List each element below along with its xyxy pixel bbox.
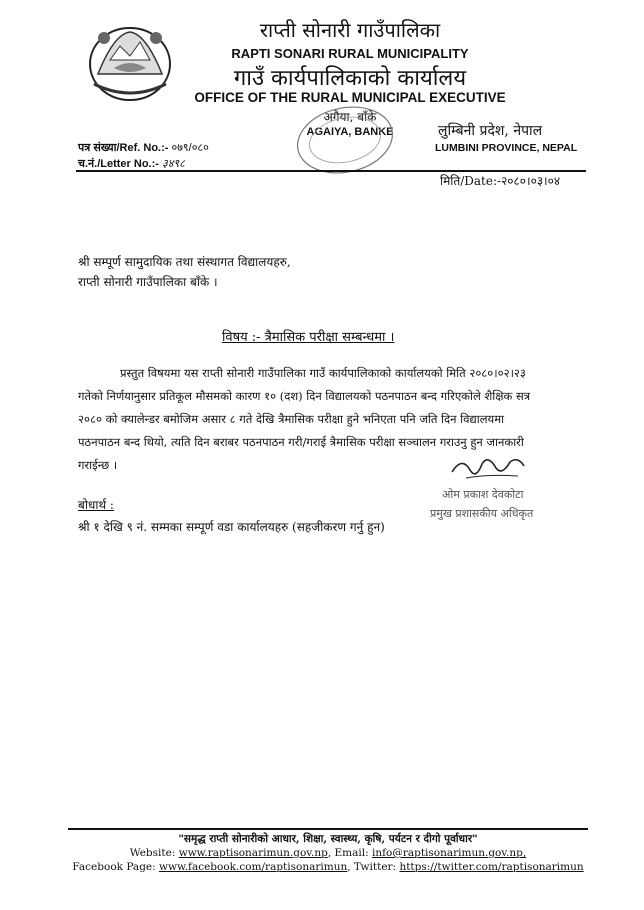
- ref-value: ०७९/०८०: [171, 142, 209, 154]
- letter-label: च.नं./Letter No.:-: [78, 158, 159, 170]
- cc-label: बोधार्थ :: [78, 498, 114, 512]
- office-name-np: गाउँ कार्यपालिकाको कार्यालय: [233, 66, 467, 91]
- signatory-name: ओम प्रकाश देवकोटा: [442, 488, 524, 501]
- ref-label: पत्र संख्या/Ref. No.:-: [78, 142, 169, 154]
- footer-slogan: "समृद्ध राप्ती सोनारीको आधार, शिक्षा, स्वास्थ्य, कृषि, पर्यटन र दीगो पूर्वाधार": [178, 833, 478, 845]
- body-line: प्रस्तुत विषयमा यस राप्ती सोनारी गाउँपालिका गाउँ कार्यपालिकाको कार्यालयको मिति २०८०।०२।२३: [120, 366, 526, 380]
- address-en: AGAIYA, BANKE: [306, 126, 394, 138]
- municipality-name-en: RAPTI SONARI RURAL MUNICIPALITY: [231, 46, 469, 61]
- signatory-title: प्रमुख प्रशासकीय अधिकृत: [430, 507, 534, 520]
- website-label: Website:: [129, 847, 179, 859]
- footer-divider: [68, 828, 588, 830]
- website-link[interactable]: www.raptisonarimun.gov.np: [178, 847, 328, 859]
- province-np: लुम्बिनी प्रदेश, नेपाल: [438, 123, 543, 139]
- email-link[interactable]: info@raptisonarimun.gov.np,: [371, 847, 527, 859]
- recipient-line-2: राप्ती सोनारी गाउँपालिका बाँके ।: [78, 275, 218, 289]
- ref-number: [78, 140, 209, 155]
- facebook-link[interactable]: www.facebook.com/raptisonarimun: [159, 861, 348, 873]
- address-np: अगैया, बाँके: [323, 110, 377, 124]
- office-name-en: OFFICE OF THE RURAL MUNICIPAL EXECUTIVE: [194, 90, 506, 105]
- body-line: पठनपाठन बन्द थियो, त्यति दिन बराबर पठनपाठन गरी/गराई त्रैमासिक परीक्षा सञ्चालन गराउनु हुन जानकारी: [78, 435, 524, 449]
- letter-subject: विषय :- त्रैमासिक परीक्षा सम्बन्धमा ।: [222, 330, 395, 345]
- letter-value: ३४९८: [161, 158, 185, 170]
- nepal-emblem-icon: [84, 14, 176, 106]
- letter-number: [78, 156, 185, 171]
- footer-social: [68, 861, 588, 873]
- recipient-line-1: श्री सम्पूर्ण सामुदायिक तथा संस्थागत विद्यालयहरु,: [78, 255, 291, 269]
- letter-date: मिति/Date:-२०८०।०३।०४: [440, 174, 561, 188]
- body-line: २०८० को क्यालेन्डर बमोजिम असार ८ गते देखि त्रैमासिक परीक्षा हुने भनिएता पनि जति दिन विद्यालयमा: [78, 412, 505, 426]
- body-line: गराईन्छ ।: [78, 458, 118, 472]
- cc-recipients: श्री १ देखि ९ नं. सम्मका सम्पूर्ण वडा कार्यालयहरु (सहजीकरण गर्नु हुन): [78, 520, 385, 534]
- email-label: , Email:: [327, 847, 372, 859]
- signature-icon: [448, 450, 528, 486]
- twitter-link[interactable]: https://twitter.com/raptisonarimun: [399, 861, 584, 873]
- twitter-label: , Twitter:: [347, 861, 400, 873]
- body-line: गतेको निर्णयानुसार प्रतिकूल मौसमको कारण १० (दश) दिन विद्यालयको पठनपाठन बन्द गरिएकोले शैक्षिक सत्र: [78, 389, 531, 403]
- office-stamp-icon: [290, 100, 400, 180]
- municipality-name-np: राप्ती सोनारी गाउँपालिका: [259, 18, 441, 42]
- province-en: LUMBINI PROVINCE, NEPAL: [435, 142, 578, 154]
- facebook-label: Facebook Page:: [72, 861, 159, 873]
- footer-contacts: [68, 847, 588, 859]
